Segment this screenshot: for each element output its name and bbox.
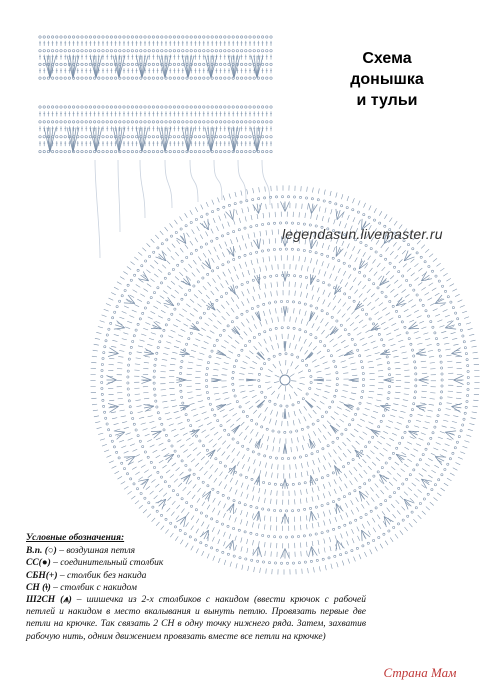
cluster-stitch [114, 431, 125, 432]
cluster-stitch [445, 431, 456, 432]
cluster-stitch [233, 209, 234, 220]
cluster-stitch [141, 376, 151, 380]
cluster-stitch [181, 349, 190, 354]
cluster-stitch [154, 431, 162, 438]
legend-item-single-crochet [26, 570, 366, 582]
title-line-3: и тульи [356, 92, 418, 109]
legend-text: – столбик с накидом [50, 582, 137, 593]
cluster-stitch [454, 376, 464, 381]
cluster-stitch [234, 327, 240, 335]
connector-line [140, 160, 145, 218]
chart-round [117, 212, 454, 549]
title-line-1: Схема [362, 50, 412, 67]
cluster-stitch [311, 276, 316, 285]
site-stamp: Страна Мам [383, 665, 457, 680]
chart-round [127, 222, 443, 538]
strip-chart [39, 36, 272, 80]
cluster-stitch [281, 514, 285, 524]
cluster-stitch [380, 406, 390, 409]
chart-round [153, 248, 417, 512]
cluster-stitch [232, 425, 240, 431]
cluster-stitch [336, 504, 343, 512]
chart-round [274, 369, 296, 391]
cluster-stitch [416, 405, 426, 407]
cluster-stitch [421, 272, 426, 281]
connector-line [190, 160, 198, 202]
legend-text: – шишечка из 2-х столбиков с накидом (ввести крючок с рабочей петлей и накидом в место вкалывания и вынуть петлю. Провязать первые две петли на крючке. Так связать 2 СН в одну точку нижнего ряда. Затем, захватив рабочую нить, одним движением провязать вместе все петли на крючке) [26, 595, 367, 642]
cluster-stitch [259, 203, 262, 214]
legend-item-cluster [26, 594, 366, 643]
chart-round [258, 353, 313, 408]
center-ring [280, 375, 290, 385]
cluster-stitch [336, 504, 337, 515]
legend-item-slip-stitch [26, 557, 366, 569]
cluster-stitch [177, 238, 186, 243]
chart-title [332, 48, 442, 111]
connector-lines [95, 160, 270, 258]
cluster-stitch [114, 328, 125, 329]
cluster-stitch [310, 511, 312, 521]
chart-round [265, 360, 305, 400]
cluster-stitch [330, 329, 338, 335]
legend-abbr: Ш2СН (⩚) [26, 595, 72, 606]
chart-round [205, 300, 364, 459]
cluster-stitch [336, 249, 343, 257]
cluster-stitch [227, 504, 234, 512]
legend-abbr: СН (ǂ) [26, 582, 51, 593]
cluster-stitch [384, 516, 393, 521]
connector-line [262, 160, 270, 205]
cluster-stitch [282, 479, 285, 489]
cluster-stitch [380, 349, 389, 354]
cluster-stitch [445, 328, 456, 329]
cluster-stitch [309, 203, 312, 214]
chart-round [160, 255, 410, 505]
cluster-stitch [176, 380, 186, 383]
bottom-circle-chart [90, 185, 479, 574]
connector-line [165, 160, 172, 208]
cluster-stitch [384, 377, 394, 380]
cluster-stitch [227, 249, 234, 257]
cluster-stitch [143, 479, 148, 488]
cluster-stitch [409, 328, 420, 329]
strip-chart [39, 106, 272, 153]
legend-text: – воздушная петля [56, 546, 136, 557]
cluster-stitch [181, 406, 190, 411]
cluster-stitch [311, 475, 316, 484]
cluster-stitch [108, 404, 119, 407]
tulle-strip-charts [39, 36, 272, 153]
cluster-stitch [108, 354, 119, 357]
cluster-stitch [107, 380, 117, 385]
cluster-stitch [183, 278, 190, 285]
cluster-stitch [259, 239, 261, 249]
cluster-stitch [281, 202, 286, 212]
legend-abbr: В.п. (○) [26, 546, 57, 557]
chart-round [101, 196, 470, 565]
cluster-stitch [380, 278, 387, 285]
cluster-stitch [416, 354, 426, 356]
legend [26, 532, 366, 643]
cluster-stitch [435, 457, 442, 466]
legend-text: – соединительный столбик [50, 558, 164, 569]
cluster-stitch [151, 431, 162, 432]
cluster-stitch [254, 276, 259, 285]
cluster-stitch [452, 354, 463, 357]
connector-line [214, 160, 222, 200]
cluster-stitch [107, 376, 117, 381]
chart-round [169, 264, 401, 496]
cluster-stitch [409, 322, 417, 329]
watermark-url: legendasun.livemaster.ru [282, 226, 443, 242]
legend-abbr: СБН(+) [26, 570, 58, 581]
legend-item-double-crochet [26, 582, 366, 594]
cluster-stitch [254, 475, 259, 484]
legend-heading: Условные обозначения: [26, 533, 125, 543]
connector-line [118, 160, 120, 232]
cluster-stitch [380, 406, 389, 411]
cluster-stitch [143, 272, 148, 281]
legend-text: – столбик без накида [57, 570, 147, 581]
cluster-stitch [144, 405, 154, 407]
legend-item-chain [26, 545, 366, 557]
cluster-stitch [233, 246, 234, 257]
cluster-stitch [380, 475, 387, 482]
cluster-stitch [330, 425, 336, 433]
cluster-stitch [183, 475, 190, 482]
chart-round [195, 290, 375, 470]
title-line-2: донышка [350, 71, 424, 88]
cluster-stitch [285, 271, 288, 281]
connector-line [95, 160, 100, 258]
cluster-stitch [144, 354, 154, 356]
cluster-stitch [305, 353, 313, 359]
cluster-stitch [285, 514, 289, 524]
cluster-stitch [180, 352, 190, 355]
legend-abbr: СС(●) [26, 558, 51, 569]
cluster-stitch [305, 400, 311, 408]
cluster-stitch [419, 380, 429, 384]
cluster-stitch [200, 223, 209, 230]
cluster-stitch [285, 202, 290, 212]
